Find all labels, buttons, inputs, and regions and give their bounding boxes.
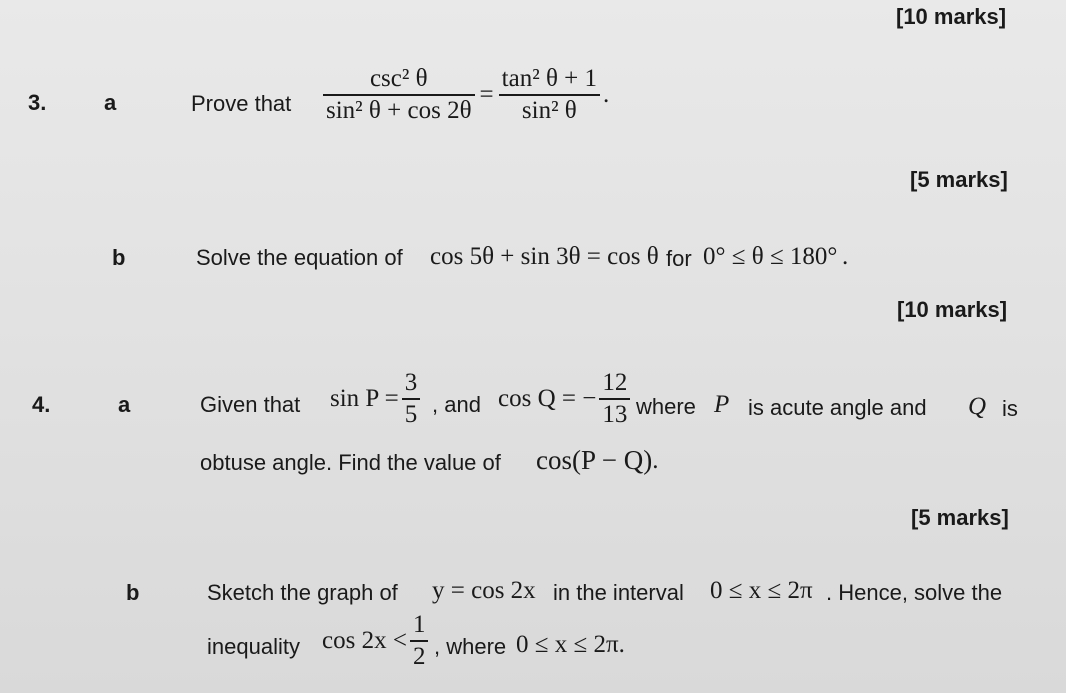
variable-q-italic: Q [968,393,987,420]
in-interval-text: in the interval [553,580,684,605]
identity-lhs-numerator: csc² θ [369,65,428,92]
inequality-text: inequality [207,634,300,659]
acute-angle-text: is acute angle and [748,395,927,420]
cos-q-lhs: cos Q = − [498,385,597,413]
question-3b-interval: 0° ≤ θ ≤ 180° [703,243,838,270]
question-3b-label: b [112,245,126,270]
question-4a-given-text: Given that [200,392,301,417]
is-text: is [1002,396,1018,421]
sin-p-expression [330,370,423,429]
question-3b-marks: [10 marks] [897,297,1008,322]
graph-equation: y = cos 2x [432,577,536,604]
question-4-number: 4. [32,392,51,417]
variable-q [968,393,986,421]
sin-p-numerator: 3 [404,369,418,396]
question-3a-identity [320,66,609,125]
question-3a-text: Prove that [191,91,292,116]
question-4a-marks: [5 marks] [911,505,1009,530]
variable-p [714,391,729,419]
where-text: where [636,394,696,419]
inequality-denominator: 2 [412,643,426,671]
and-text: , and [432,392,481,417]
identity-rhs-numerator: tan² θ + 1 [501,65,598,92]
sin-p-lhs: sin P = [330,385,399,413]
question-3b-equation: cos 5θ + sin 3θ = cos θ [430,243,659,270]
inequality-fraction [410,612,429,671]
cos-q-numerator: 12 [602,369,628,396]
inequality-expression [322,612,431,671]
cos-q-denominator: 13 [602,401,628,429]
cos-p-minus-q-period: . [652,446,659,474]
identity-lhs-fraction [323,66,475,125]
question-4a-label: a [118,392,131,417]
cos-p-minus-q-text: cos(P − Q) [536,445,653,475]
question-4b-sketch-text: Sketch the graph of [207,580,398,605]
question-3b-text: Solve the equation of [196,245,403,270]
question-3a-marks: [5 marks] [910,167,1008,192]
sin-p-fraction [402,370,421,429]
inequality-interval-text: 0 ≤ x ≤ 2π [516,631,619,658]
header-marks: [10 marks] [896,4,1007,29]
cos-p-minus-q [536,445,658,476]
variable-p-italic: P [714,391,730,418]
inequality-lhs: cos 2x < [322,627,407,655]
equals-sign: = [479,81,494,109]
question-3-number: 3. [28,90,47,115]
identity-lhs-denominator: sin² θ + cos 2θ [326,97,472,125]
inequality-numerator: 1 [412,611,426,638]
inequality-period: . [618,631,625,658]
cos-q-expression [498,370,633,429]
graph-interval: 0 ≤ x ≤ 2π [710,577,813,604]
question-4b-label: b [126,580,140,605]
question-3b-period: . [842,243,849,270]
inequality-interval [516,631,625,659]
question-3b-for: for [666,246,692,271]
question-4a-line2-text: obtuse angle. Find the value of [200,450,501,475]
cos-q-fraction [599,370,630,429]
identity-period: . [603,81,610,109]
question-3a-label: a [104,90,117,115]
hence-text: . Hence, solve the [826,580,1003,605]
identity-rhs-fraction [499,66,600,125]
sin-p-denominator: 5 [404,401,418,429]
identity-rhs-denominator: sin² θ [521,97,577,125]
inequality-where-text: , where [434,634,507,659]
